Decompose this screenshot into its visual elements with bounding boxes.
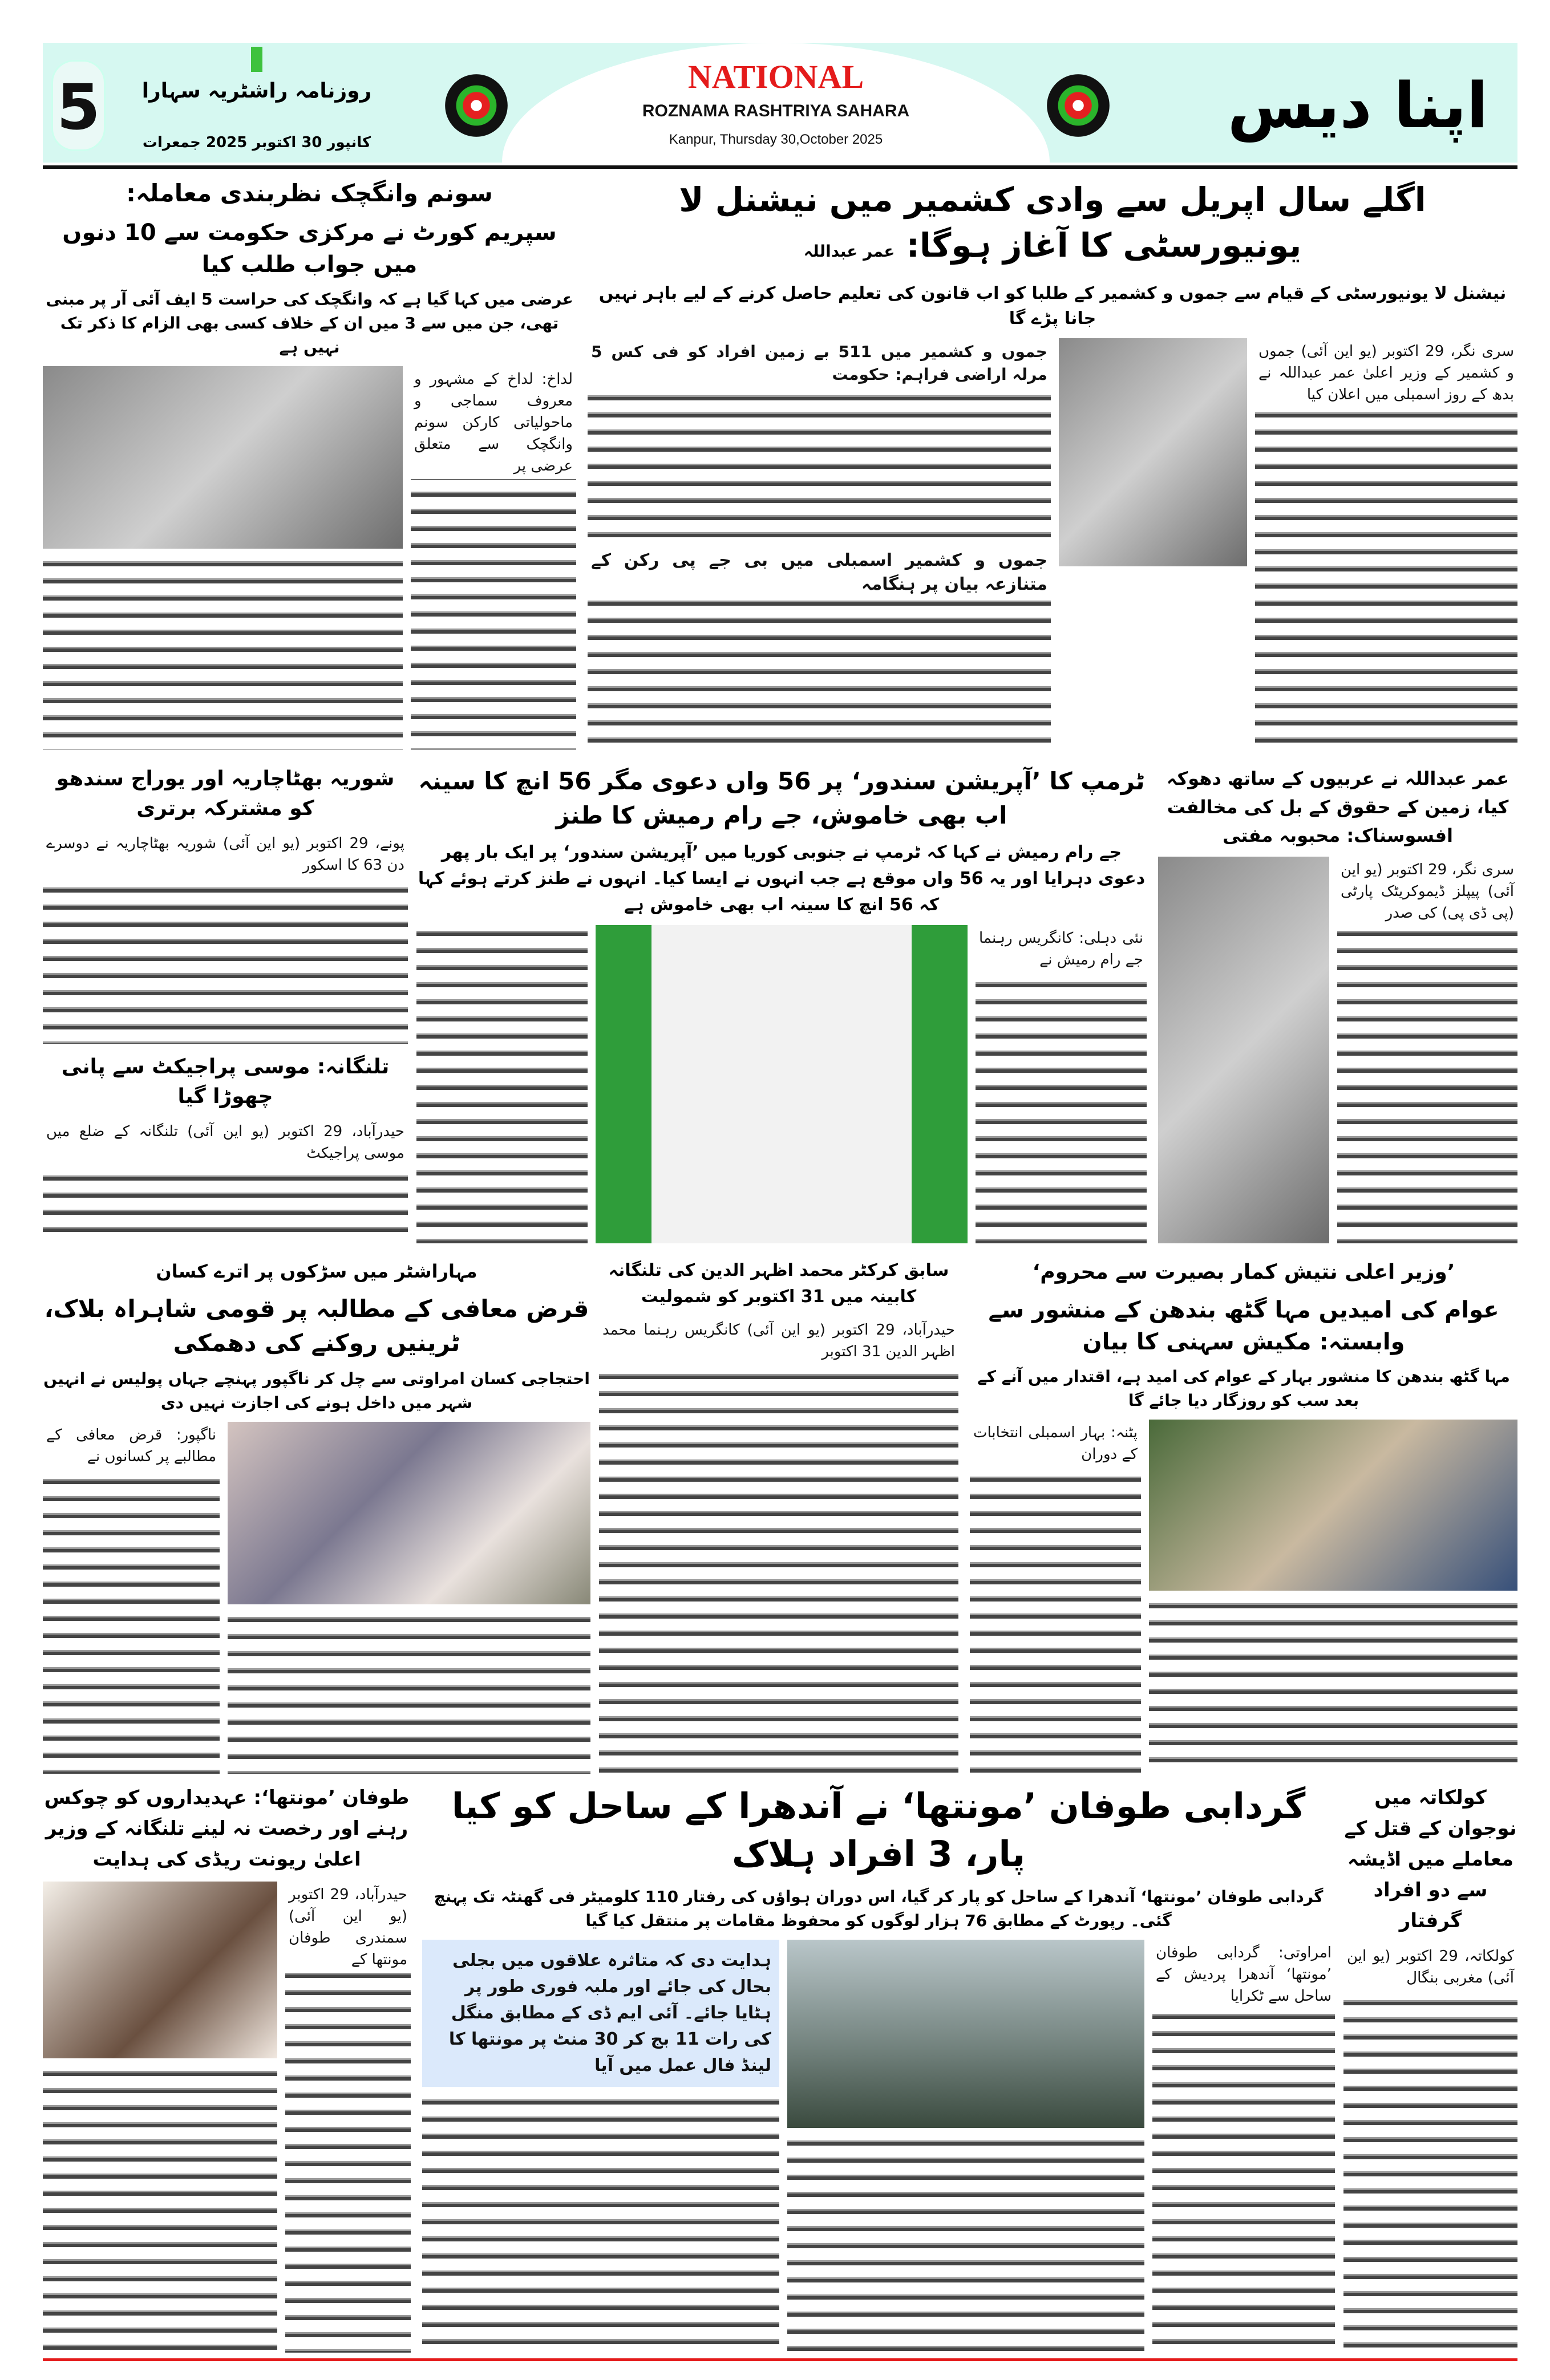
story-headline: قرض معافی کے مطالبہ پر قومی شاہراہ بلاک، ٹرینیں روکنے کی دھمکی bbox=[44, 1295, 589, 1357]
story-body bbox=[416, 925, 1147, 1243]
story-column bbox=[422, 2094, 779, 2353]
mehbooba-story bbox=[1158, 764, 1517, 1243]
story-subhead: مہا گٹھ بندھن کا منشور بہار کے عوام کی امید ہے، اقتدار میں آنے کے بعد سب کو روزگار دیا جائے گا bbox=[977, 1367, 1510, 1410]
story-lead: حیدرآباد، 29 اکتوبر (یو این آئی) کانگریس رہنما محمد اظہر الدین 31 اکتوبر bbox=[599, 1317, 958, 1365]
nitish-story bbox=[970, 1258, 1517, 1774]
lead-headline: اگلے سال اپریل سے وادی کشمیر میں نیشنل لا یونیورسٹی کا آغاز ہوگا: عمر عبداللہ bbox=[679, 180, 1426, 265]
story-headline: سابق کرکٹر محمد اظہر الدین کی تلنگانہ کابینہ میں 31 اکتوبر کو شمولیت bbox=[608, 1260, 949, 1307]
logo-torch-icon bbox=[251, 47, 262, 72]
mukesh-sahani-photo bbox=[1149, 1420, 1517, 1591]
jairam-story bbox=[416, 764, 1147, 1243]
story-column bbox=[285, 1882, 411, 2353]
story-headline: تلنگانہ: موسی پراجیکٹ سے پانی چھوڑا گیا bbox=[61, 1055, 390, 1108]
story-lead: لداخ: لداخ کے مشہور و معروف سماجی و ماحولیاتی کارکن سونم وانگچک سے متعلق عرضی پر bbox=[411, 366, 576, 479]
headline-text: اگلے سال اپریل سے وادی کشمیر میں نیشنل لا یونیورسٹی کا آغاز ہوگا bbox=[679, 180, 1426, 265]
story-column bbox=[411, 366, 576, 750]
section-title-en: NATIONAL bbox=[687, 58, 864, 95]
story-column bbox=[1152, 1940, 1335, 2353]
story-body bbox=[1343, 1943, 1517, 2353]
story-lead: نئی دہلی: کانگریس رہنما جے رام رمیش نے bbox=[976, 925, 1147, 973]
highlight-box: ہدایت دی کہ متاثرہ علاقوں میں بجلی بحال کی جائے اور ملبہ فوری طور پر ہٹایا جائے۔ آئی ایم ڈی کے مطابق منگل کی رات 11 بج کر 30 منٹ پر مونتھا کا لینڈ فال عمل میں آیا bbox=[422, 1940, 779, 2087]
jairam-ramesh-photo bbox=[596, 925, 968, 1243]
story-lead: حیدرآباد، 29 اکتوبر (یو این آئی) سمندری طوفان مونتھا کے bbox=[285, 1882, 411, 1973]
story-headline: گردابی طوفان ’مونتھا‘ نے آندھرا کے ساحل کو کیا پار، 3 افراد ہلاک bbox=[451, 1785, 1306, 1875]
story-subhead: گردابی طوفان ’مونتھا‘ آندھرا کے ساحل کو پار کر گیا، اس دوران ہواؤں کی رفتار 110 کلومیٹر فی گھنٹہ تک پہنچ گئی۔ رپورٹ کے مطابق 76 ہزار لوگوں کو محفوظ مقامات پر منتقل کیا گیا bbox=[434, 1887, 1324, 1930]
omar-abdullah-photo bbox=[1059, 338, 1247, 566]
story-subhead: جے رام رمیش نے کہا کہ ٹرمپ نے جنوبی کوریا میں ’آپریشن سندور‘ پر ایک بار پھر دعوی دہرایا اور یہ 56 واں موقع ہے جب انہوں نے ایسا کیا۔ انہوں نے طنز کرتے ہوئے کہا کہ 56 انچ کا سینہ اب بھی خاموش ہے bbox=[418, 842, 1146, 915]
photo-column bbox=[43, 366, 403, 750]
story-headline: عوام کی امیدیں مہا گٹھ بندھن کے منشور سے وابستہ: مکیش سہنی کا بیان bbox=[988, 1297, 1499, 1355]
story-lead: حیدرآباد، 29 اکتوبر (یو این آئی) تلنگانہ کے ضلع میں موسی پراجیکٹ bbox=[43, 1118, 408, 1166]
story-column bbox=[1343, 1943, 1517, 2353]
photo-column bbox=[1149, 1420, 1517, 1774]
cyclone-photo bbox=[787, 1940, 1144, 2128]
story-kicker: مہاراشٹر میں سڑکوں پر اترے کسان bbox=[156, 1260, 477, 1282]
footer-rule bbox=[43, 2358, 1517, 2361]
azharuddin-story bbox=[599, 1258, 958, 1774]
section-title-urdu: اپنا دیس bbox=[1227, 69, 1488, 142]
telangana-water-story bbox=[43, 1052, 408, 1243]
story-lead: پٹنہ: بہار اسمبلی انتخابات کے دوران bbox=[970, 1420, 1141, 1467]
story-lead: کولکاتہ، 29 اکتوبر (یو این آئی) مغربی بنگال bbox=[1343, 1943, 1517, 1991]
story-column bbox=[43, 830, 408, 1044]
emblem-left-icon bbox=[445, 74, 508, 137]
story-column bbox=[976, 925, 1147, 1243]
photo-column bbox=[787, 1940, 1144, 2353]
story-lead: سری نگر، 29 اکتوبر (یو این آئی) جموں و کشمیر کے وزیر اعلیٰ عمر عبداللہ نے بدھ کے روز اسمبلی میں اعلان کیا bbox=[1255, 338, 1517, 408]
farmers-protest-photo bbox=[228, 1422, 590, 1604]
shorya-story bbox=[43, 764, 408, 1044]
wangchuk-photo bbox=[43, 366, 403, 549]
story-body bbox=[43, 1422, 590, 1774]
lead-subhead: نیشنل لا یونیورسٹی کے قیام سے جموں و کشمیر کے طلبا کو اب قانون کی تعلیم حاصل کرنے کے لیے باہر نہیں جانا پڑے گا bbox=[598, 283, 1507, 329]
lead-story bbox=[588, 177, 1517, 750]
story-headline: طوفان ’مونتھا‘: عہدیداروں کو چوکس رہنے اور رخصت نہ لینے تلنگانہ کے وزیر اعلیٰ ریونت ریڈی کی ہدایت bbox=[44, 1786, 410, 1871]
paper-name-en: ROZNAMA RASHTRIYA SAHARA bbox=[642, 102, 910, 120]
byline: عمر عبداللہ bbox=[803, 242, 895, 261]
story-kicker: سونم وانگچک نظربندی معاملہ: bbox=[126, 179, 493, 207]
story-column bbox=[1337, 857, 1517, 1243]
story-body bbox=[43, 830, 408, 1044]
subheading: جموں و کشمیر اسمبلی میں بی جے پی رکن کے متنازعہ بیان پر ہنگامہ bbox=[588, 546, 1051, 599]
story-column bbox=[228, 1611, 590, 1774]
story-column bbox=[970, 1420, 1141, 1774]
revanth-reddy-photo bbox=[43, 1882, 277, 2058]
story-lead: سری نگر، 29 اکتوبر (یو این آئی) پیپلز ڈیموکریٹک پارٹی (پی ڈی پی) کی صدر bbox=[1337, 857, 1517, 926]
story-headline: عمر عبداللہ نے عربیوں کے ساتھ دھوکہ کیا، زمین کے حقوق کے بل کی مخالفت افسوسناک: محبوبہ مفتی bbox=[1166, 768, 1509, 846]
dateline-en: Kanpur, Thursday 30,October 2025 bbox=[669, 132, 883, 147]
story-column bbox=[43, 2065, 277, 2353]
story-kicker: ’وزیر اعلی نتیش کمار بصیرت سے محروم‘ bbox=[1032, 1260, 1455, 1284]
story-column bbox=[787, 2135, 1144, 2353]
photo-column bbox=[228, 1422, 590, 1774]
kolkata-story bbox=[1343, 1782, 1517, 2353]
story-column bbox=[416, 925, 588, 1243]
story-column bbox=[43, 1118, 408, 1243]
story-headline: شوریہ بھٹاچاریہ اور یوراج سندھو کو مشترکہ برتری bbox=[56, 767, 395, 820]
story-column bbox=[43, 556, 403, 750]
story-body bbox=[599, 1317, 958, 1774]
story-body bbox=[43, 1118, 408, 1243]
photo-column bbox=[43, 1882, 277, 2353]
text-filler bbox=[588, 606, 1051, 750]
photo-column bbox=[1158, 857, 1329, 1243]
story-lead: پونے، 29 اکتوبر (یو این آئی) شوریہ بھٹاچاریہ نے دوسرے دن 63 کا اسکور bbox=[43, 830, 408, 878]
story-body bbox=[588, 338, 1517, 750]
story-headline: سپریم کورٹ نے مرکزی حکومت سے 10 دنوں میں جواب طلب کیا bbox=[62, 220, 557, 278]
story-headline: کولکاتہ میں نوجوان کے قتل کے معاملے میں اڈیشہ سے دو افراد گرفتار bbox=[1344, 1786, 1517, 1932]
story-body bbox=[1158, 857, 1517, 1243]
header-rule bbox=[43, 165, 1517, 169]
story-column bbox=[1149, 1598, 1517, 1774]
photo-column bbox=[596, 925, 968, 1243]
story-lead: ناگپور: قرض معافی کے مطالبے پر کسانوں نے bbox=[43, 1422, 220, 1470]
farmers-story bbox=[43, 1258, 590, 1774]
subheading: جموں و کشمیر میں 511 بے زمین افراد کو فی کس 5 مرلہ اراضی فراہم: حکومت bbox=[588, 338, 1051, 388]
story-body bbox=[43, 1882, 411, 2353]
wangchuk-story bbox=[43, 177, 576, 750]
story-subhead: عرضی میں کہا گیا ہے کہ وانگچک کی حراست 5 ایف آئی آر پر مبنی تھی، جن میں سے 3 میں ان کے خلاف کسی بھی الزام کا ذکر تک نہیں ہے bbox=[46, 290, 573, 356]
revanth-story bbox=[43, 1782, 411, 2353]
story-body bbox=[43, 366, 576, 750]
text-filler bbox=[588, 395, 1051, 540]
cyclone-story bbox=[422, 1782, 1335, 2353]
mehbooba-mufti-photo bbox=[1158, 857, 1329, 1243]
urdu-date: کانپور 30 اکتوبر 2025 جمعرات bbox=[142, 134, 371, 151]
story-lead: امراوتی: گردابی طوفان ’مونتھا‘ آندھرا پردیش کے ساحل سے ٹکرایا bbox=[1152, 1940, 1335, 2009]
emblem-right-icon bbox=[1047, 74, 1110, 137]
story-body bbox=[422, 1940, 1335, 2353]
story-body bbox=[970, 1420, 1517, 1774]
story-column bbox=[43, 1422, 220, 1774]
box-column bbox=[422, 1940, 779, 2353]
story-subhead: احتجاجی کسان امراوتی سے چل کر ناگپور پہنچے جہاں پولیس نے انہیں شہر میں داخل ہونے کی اجازت نہیں دی bbox=[43, 1369, 590, 1412]
story-column bbox=[1255, 338, 1517, 750]
sahara-logo: روزنامہ راشٹریہ سہارا bbox=[141, 79, 372, 103]
story-column bbox=[588, 338, 1051, 750]
story-headline: ٹرمپ کا ’آپریشن سندور‘ پر 56 واں دعوی مگر 56 انچ کا سینہ اب بھی خاموش، جے رام رمیش کا طنز bbox=[418, 767, 1145, 829]
story-column bbox=[599, 1317, 958, 1774]
page-number: 5 bbox=[51, 60, 106, 151]
